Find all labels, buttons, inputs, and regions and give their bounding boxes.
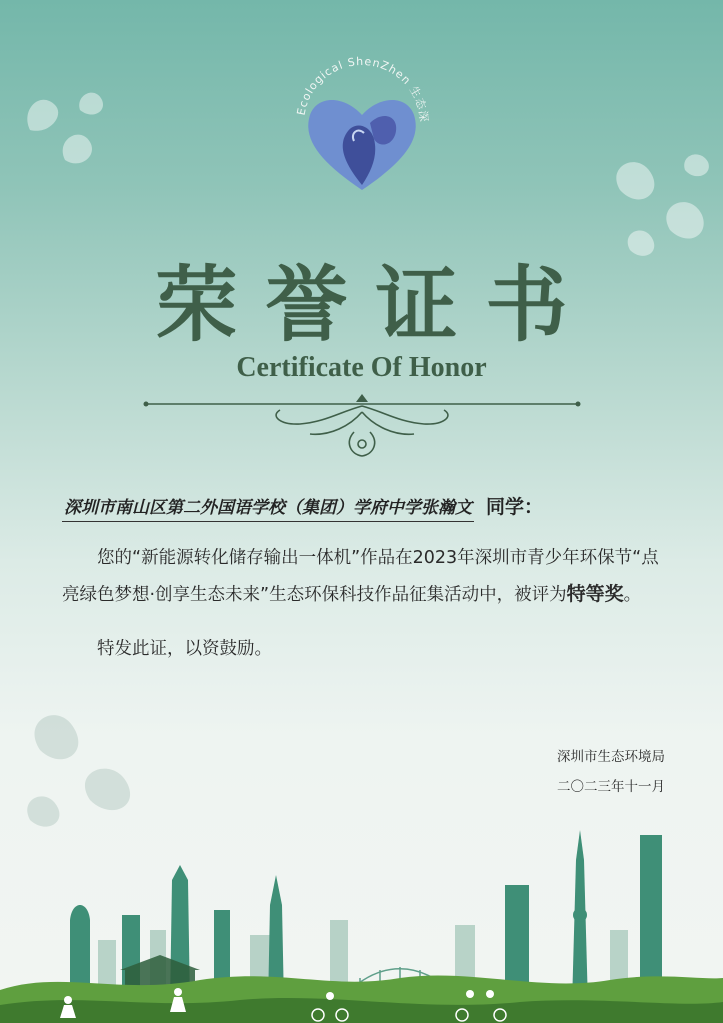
ecological-shenzhen-logo [282,45,442,205]
recipient-line [62,492,543,519]
award-paragraph [62,540,662,613]
certificate-body [62,540,662,667]
paragraph-end-punctuation: 。 [623,585,642,605]
encouragement-paragraph: 特发此证，以资鼓励。 [97,639,272,659]
issue-date: 二〇二三年十一月 [557,779,665,795]
logo-arc-text: Ecological ShenZhen 生态深 [294,54,431,124]
issuer-name: 深圳市生态环境局 [557,749,665,765]
recipient-suffix: 同学： [486,496,544,518]
certificate-title-english: Certificate Of Honor [236,352,487,383]
city-skyline-illustration [0,820,723,1023]
prize-level: 特等奖 [566,583,624,605]
leaf-decoration-top-left [10,70,120,190]
issuer-block [557,742,665,802]
recipient-name: 深圳市南山区第二外国语学校（集团）学府中学张瀚文 [62,498,474,522]
award-description: 您的“新能源转化储存输出一体机”作品在2023年深圳市青少年环保节“点亮绿色梦想·创享生态未来”生态环保科技作品征集活动中，被评为 [62,548,659,605]
certificate-title-chinese: 荣誉证书 [155,257,596,353]
flourish-divider-ornament [140,392,584,464]
